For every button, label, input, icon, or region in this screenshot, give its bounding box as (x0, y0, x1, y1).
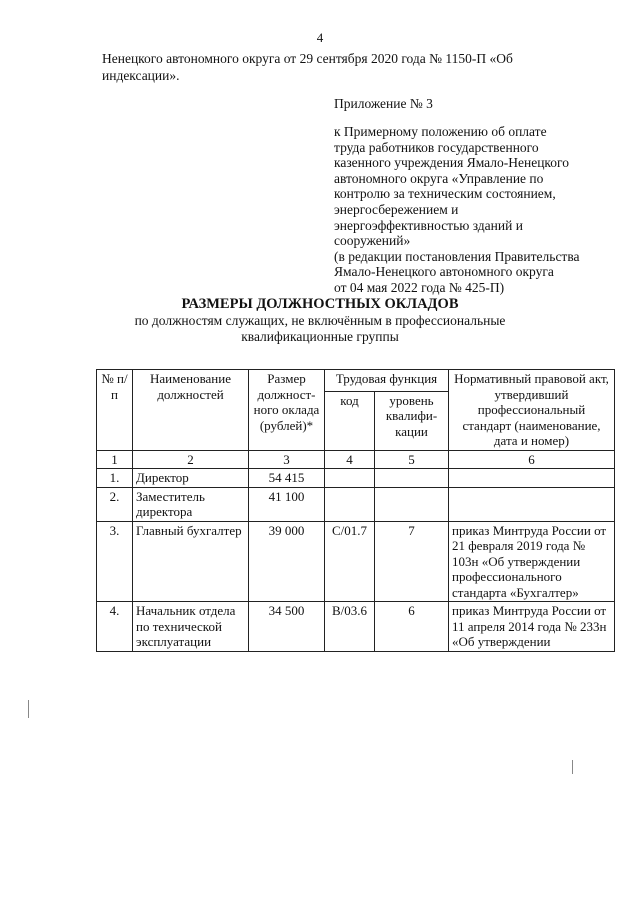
salary-table (96, 369, 615, 652)
row-level: 7 (375, 521, 449, 602)
row-salary: 39 000 (249, 521, 325, 602)
row-level (375, 469, 449, 488)
column-number: 1 (97, 450, 133, 469)
appendix-line: труда работников государственного (334, 139, 539, 155)
table-row (97, 469, 615, 488)
column-number: 6 (449, 450, 615, 469)
row-code: В/03.6 (325, 602, 375, 652)
row-act (449, 487, 615, 521)
row-name: Начальник отдела по технической эксплуатации (133, 602, 249, 652)
intro-line: индексации». (102, 68, 180, 83)
subheading-line: по должностям служащих, не включённым в профессиональные (134, 313, 506, 328)
row-name: Директор (133, 469, 249, 488)
row-num: 4. (97, 602, 133, 652)
appendix-line: казенного учреждения Ямало-Ненецкого (334, 155, 570, 171)
row-level: 6 (375, 602, 449, 652)
column-number: 3 (249, 450, 325, 469)
document-heading: РАЗМЕРЫ ДОЛЖНОСТНЫХ ОКЛАДОВ (181, 296, 459, 312)
header-act: Нормативный правовой акт, утвердивший профессиональный стандарт (наименование, дата и номер) (449, 370, 615, 451)
header-num: № п/п (97, 370, 133, 451)
appendix-title: Приложение № 3 (334, 96, 433, 111)
row-salary: 54 415 (249, 469, 325, 488)
intro-line: Ненецкого автономного округа от 29 сентября 2020 года № 1150-П «Об (102, 51, 513, 66)
column-number-row (97, 450, 615, 469)
row-num: 2. (97, 487, 133, 521)
appendix-line: контролю за техническим состоянием, (334, 186, 556, 202)
appendix-body (334, 124, 624, 296)
column-number: 2 (133, 450, 249, 469)
appendix-line: энергоэффективностью зданий и (334, 217, 523, 233)
row-name: Главный бухгалтер (133, 521, 249, 602)
scan-mark-right (572, 760, 573, 774)
subheading-line: квалификационные группы (241, 329, 399, 344)
row-act (449, 469, 615, 488)
intro-paragraph (102, 50, 610, 84)
row-act: приказ Минтруда России от 21 февраля 2019 года № 103н «Об утверждении профессионального стандарта «Бухгалтер» (449, 521, 615, 602)
header-name: Наименование должностей (133, 370, 249, 451)
row-num: 3. (97, 521, 133, 602)
column-number: 4 (325, 450, 375, 469)
row-salary: 34 500 (249, 602, 325, 652)
document-subheading (0, 313, 640, 345)
table-header-row (97, 370, 615, 392)
appendix-line: к Примерному положению об оплате (334, 124, 547, 139)
row-level (375, 487, 449, 521)
header-code: код (325, 391, 375, 450)
scan-mark-left (28, 700, 29, 718)
appendix-line: Ямало-Ненецкого автономного округа (334, 264, 554, 280)
row-salary: 41 100 (249, 487, 325, 521)
column-number: 5 (375, 450, 449, 469)
appendix-line: от 04 мая 2022 года № 425-П) (334, 279, 505, 295)
header-level: уровень квалифи-кации (375, 391, 449, 450)
row-num: 1. (97, 469, 133, 488)
table-row (97, 521, 615, 602)
appendix-line: (в редакции постановления Правительства (334, 248, 580, 264)
header-salary: Размер должност-ного оклада (рублей)* (249, 370, 325, 451)
table-row (97, 487, 615, 521)
row-name: Заместитель директора (133, 487, 249, 521)
row-code: С/01.7 (325, 521, 375, 602)
appendix-line: автономного округа «Управление по (334, 170, 544, 186)
row-code (325, 469, 375, 488)
page-number: 4 (316, 30, 324, 45)
appendix-line: энергосбережением и (334, 201, 459, 217)
appendix-line: сооружений» (334, 233, 411, 249)
header-labor-function: Трудовая функция (325, 370, 449, 392)
row-act: приказ Минтруда России от 11 апреля 2014 года № 233н «Об утверждении (449, 602, 615, 652)
table-row (97, 602, 615, 652)
row-code (325, 487, 375, 521)
